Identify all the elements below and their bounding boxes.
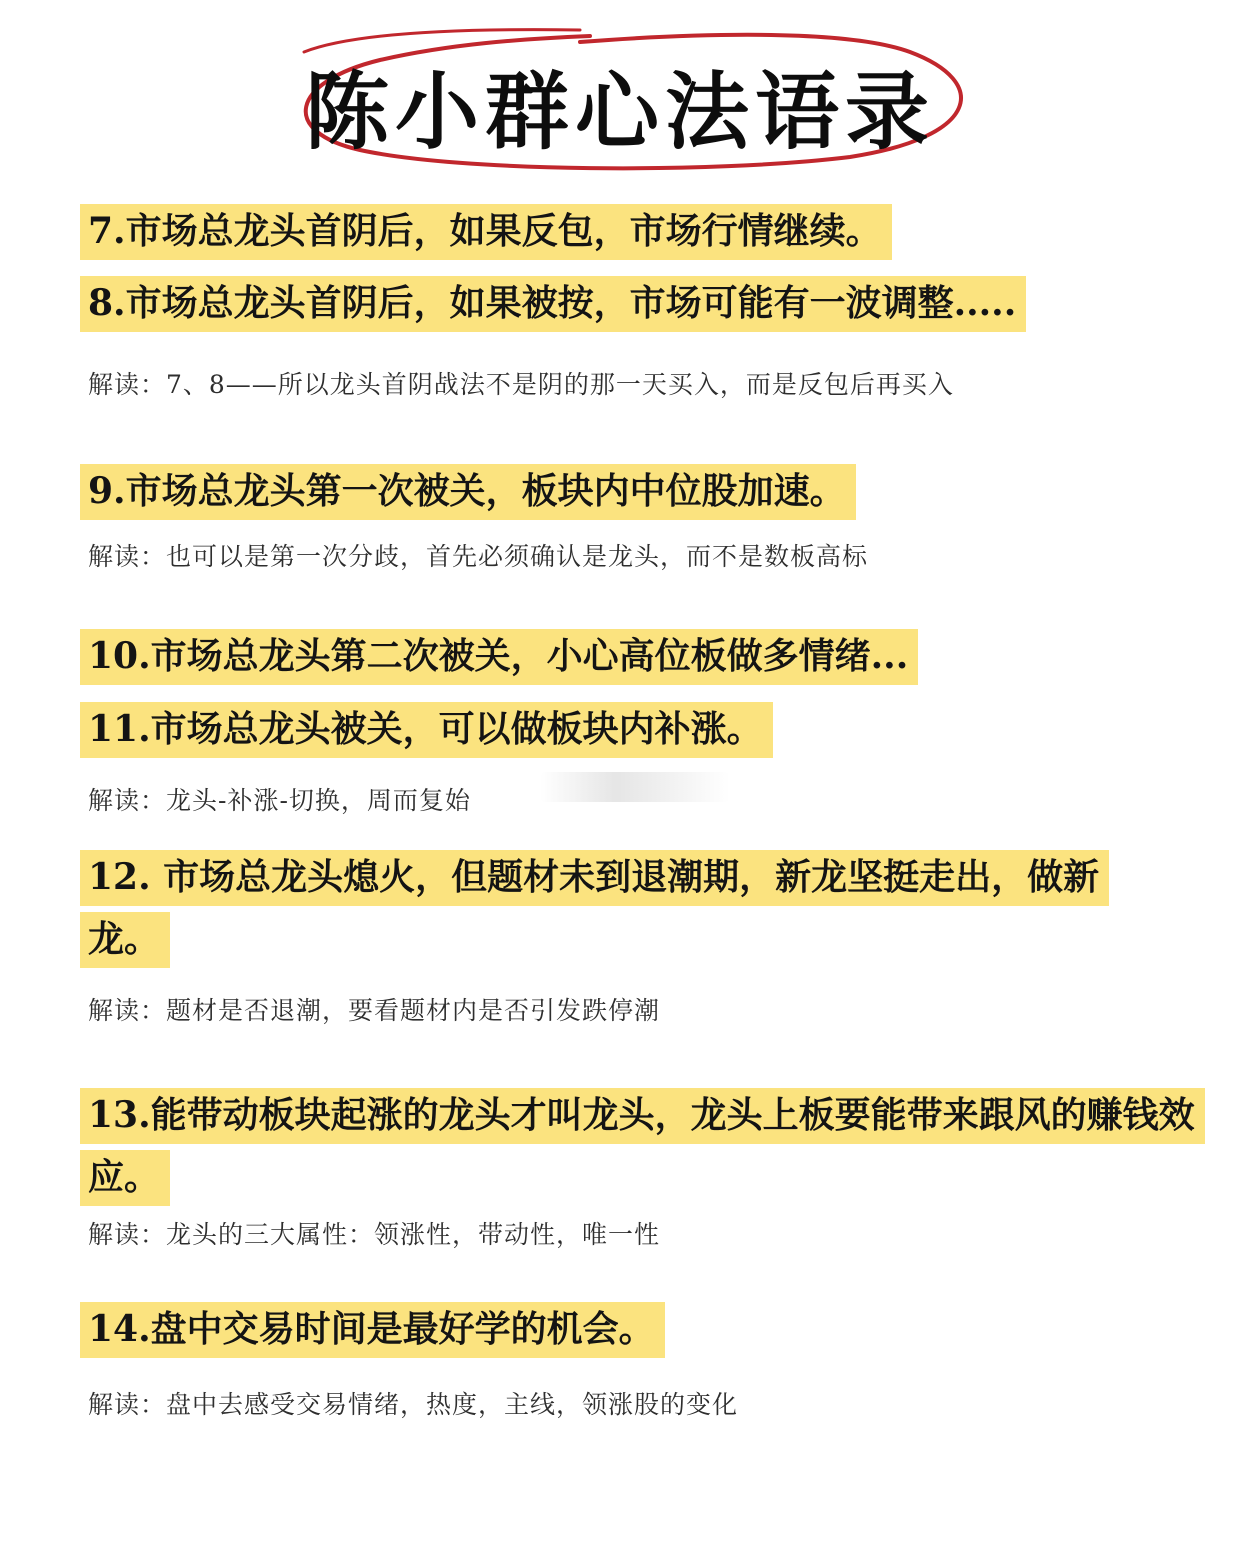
item-12-note: 解读：题材是否退潮，要看题材内是否引发跌停潮 [88,996,661,1025]
item-13-heading: 13.能带动板块起涨的龙头才叫龙头，龙头上板要能带来跟风的赚钱效应。 [80,1084,1210,1208]
item-10-heading: 10.市场总龙头第二次被关，小心高位板做多情绪... [80,625,918,687]
item-12-heading: 12. 市场总龙头熄火，但题材未到退潮期，新龙坚挺走出，做新龙。 [80,846,1180,970]
item-14-note: 解读：盘中去感受交易情绪，热度，主线，领涨股的变化 [88,1390,739,1419]
item-13-note: 解读：龙头的三大属性：领涨性，带动性，唯一性 [88,1220,661,1249]
page-title: 陈小群心法语录 [304,62,935,161]
item-14-heading: 14.盘中交易时间是最好学的机会。 [80,1298,665,1360]
item-11-heading: 11.市场总龙头被关，可以做板块内补涨。 [80,698,773,760]
title-area [290,22,990,172]
item-11-note: 解读：龙头-补涨-切换，周而复始 [88,786,471,815]
item-8-heading: 8.市场总龙头首阴后，如果被按，市场可能有一波调整..... [80,272,1026,334]
item-7-heading: 7.市场总龙头首阴后，如果反包，市场行情继续。 [80,200,892,262]
watermark-blur [540,772,730,802]
item-8-note: 解读：7、8——所以龙头首阴战法不是阴的那一天买入，而是反包后再买入 [88,370,954,399]
item-9-heading: 9.市场总龙头第一次被关，板块内中位股加速。 [80,460,856,522]
item-9-note: 解读：也可以是第一次分歧，首先必须确认是龙头，而不是数板高标 [88,542,869,571]
